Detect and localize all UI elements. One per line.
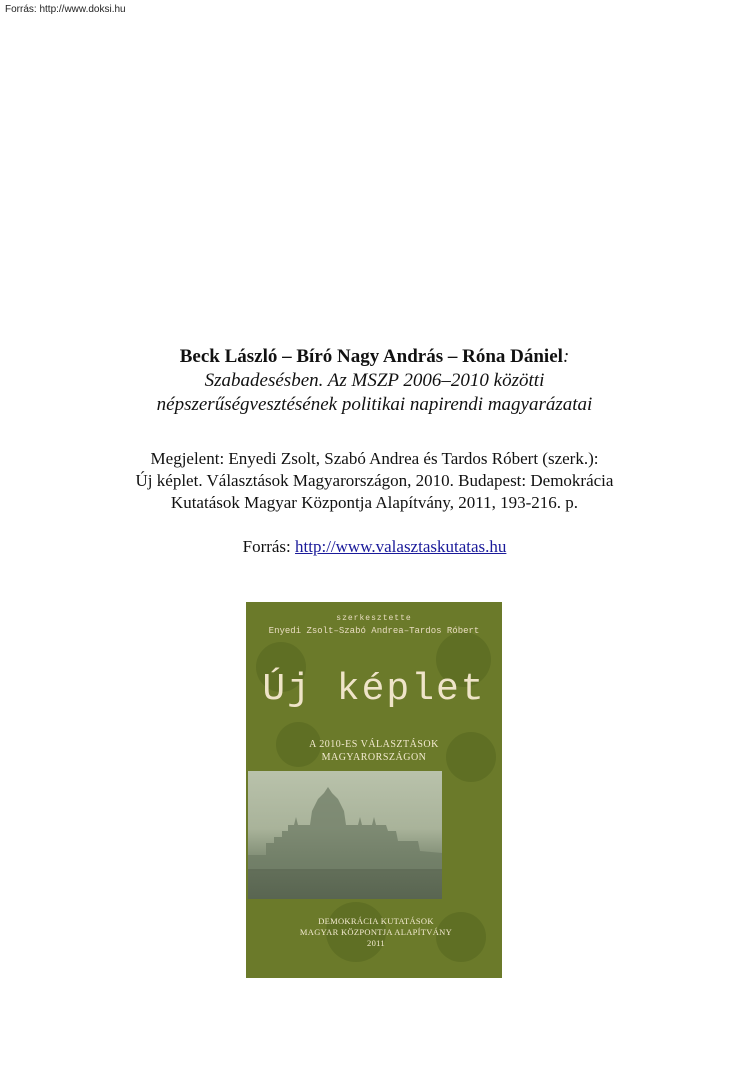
cover-editors: Enyedi Zsolt–Szabó Andrea–Tardos Róbert (268, 626, 480, 636)
book-cover-image (246, 602, 502, 978)
document-title-line-2: népszerűségvesztésének politikai napirendi magyarázatai (156, 394, 593, 415)
document-title-line-1: Szabadesésben. Az MSZP 2006–2010 közötti (204, 370, 545, 391)
published-line-3: Kutatások Magyar Központja Alapítvány, 2011, 193-216. p. (170, 493, 579, 512)
cover-edited-by: szerkesztette (336, 614, 412, 623)
source-line (0, 537, 749, 557)
authors-colon: : (562, 346, 570, 367)
authors-text: Beck László – Bíró Nagy András – Róna Dániel (179, 346, 563, 367)
cover-publisher-1: DEMOKRÁCIA KUTATÁSOK (318, 916, 434, 926)
cover-publisher-2: MAGYAR KÖZPONTJA ALAPÍTVÁNY (299, 927, 453, 937)
published-line-2: Új képlet. Választások Magyarországon, 2010. Budapest: Demokrácia (135, 471, 614, 490)
cover-subtitle-1: A 2010-ES VÁLASZTÁSOK (309, 739, 439, 750)
parliament-photo (248, 771, 442, 899)
cover-title: Új képlet (262, 668, 486, 711)
document-authors (0, 346, 749, 368)
cover-subtitle-2: MAGYARORSZÁGON (321, 752, 427, 763)
source-link[interactable]: http://www.valasztaskutatas.hu (295, 537, 507, 556)
source-header: Forrás: http://www.doksi.hu (5, 4, 126, 15)
cover-year: 2011 (367, 938, 385, 948)
published-line-1: Megjelent: Enyedi Zsolt, Szabó Andrea és Tardos Róbert (szerk.): (150, 449, 599, 468)
source-label: Forrás: (242, 537, 296, 556)
